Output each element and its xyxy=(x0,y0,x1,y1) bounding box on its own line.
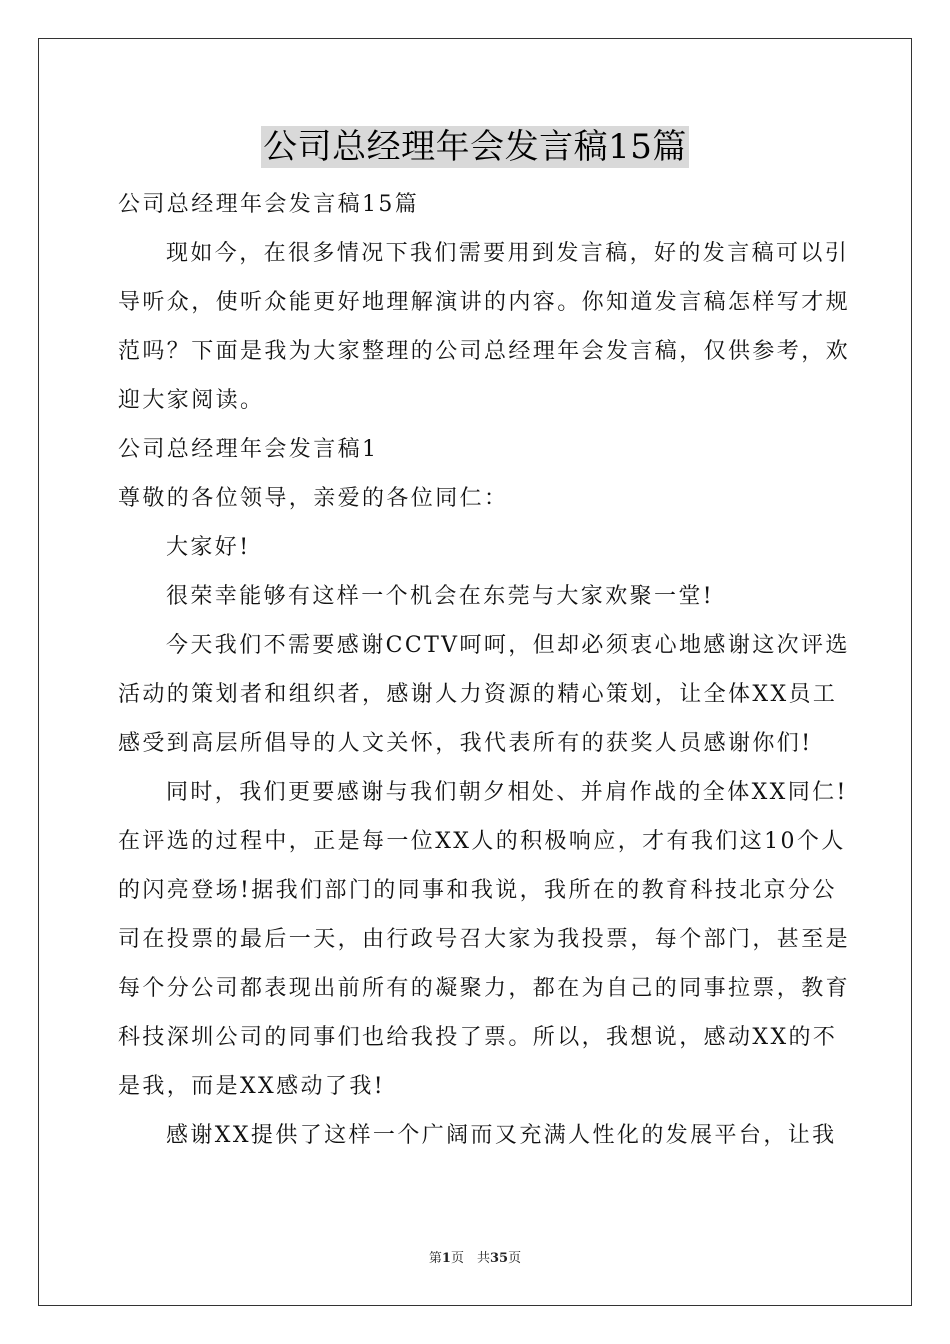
page-number: 1 xyxy=(441,1251,451,1266)
page-footer xyxy=(0,1247,950,1266)
paragraph-line: 同时，我们更要感谢与我们朝夕相处、并肩作战的全体XX同仁! xyxy=(166,780,848,805)
paragraph-line: 很荣幸能够有这样一个机会在东莞与大家欢聚一堂! xyxy=(166,584,715,609)
paragraph-line: 范吗？下面是我为大家整理的公司总经理年会发言稿，仅供参考，欢 xyxy=(118,339,851,364)
paragraph-line: 感受到高层所倡导的人文关怀，我代表所有的获奖人员感谢你们! xyxy=(118,731,813,756)
document-body xyxy=(118,180,851,1160)
footer-suffix: 页 xyxy=(508,1251,522,1266)
paragraph-line: 在评选的过程中，正是每一位XX人的积极响应，才有我们这10个人 xyxy=(118,829,846,854)
footer-prefix: 第 xyxy=(428,1251,442,1266)
salutation-line: 尊敬的各位领导，亲爱的各位同仁： xyxy=(118,486,509,511)
paragraph-line: 导听众，使听众能更好地理解演讲的内容。你知道发言稿怎样写才规 xyxy=(118,290,851,315)
paragraph-line: 每个分公司都表现出前所有的凝聚力，都在为自己的同事拉票，教育 xyxy=(118,976,851,1001)
paragraph-line: 感谢XX提供了这样一个广阔而又充满人性化的发展平台，让我 xyxy=(166,1123,837,1148)
title-area xyxy=(0,126,950,168)
paragraph-line: 现如今，在很多情况下我们需要用到发言稿，好的发言稿可以引 xyxy=(166,241,850,266)
subtitle-line: 公司总经理年会发言稿15篇 xyxy=(118,192,420,217)
section-heading: 公司总经理年会发言稿1 xyxy=(118,437,379,462)
footer-mid: 页 共 xyxy=(450,1251,490,1266)
paragraph-line: 是我，而是XX感动了我! xyxy=(118,1074,385,1099)
paragraph-line: 司在投票的最后一天，由行政号召大家为我投票，每个部门，甚至是 xyxy=(118,927,851,952)
paragraph-line: 大家好! xyxy=(166,535,251,560)
document-title: 公司总经理年会发言稿15篇 xyxy=(263,127,687,167)
paragraph-line: 迎大家阅读。 xyxy=(118,388,265,413)
total-pages: 35 xyxy=(489,1251,509,1266)
paragraph-line: 活动的策划者和组织者，感谢人力资源的精心策划，让全体XX员工 xyxy=(118,682,838,707)
paragraph-line: 科技深圳公司的同事们也给我投了票。所以，我想说，感动XX的不 xyxy=(118,1025,838,1050)
paragraph-line: 今天我们不需要感谢CCTV呵呵，但却必须衷心地感谢这次评选 xyxy=(166,633,850,658)
paragraph-line: 的闪亮登场!据我们部门的同事和我说，我所在的教育科技北京分公 xyxy=(118,878,837,903)
